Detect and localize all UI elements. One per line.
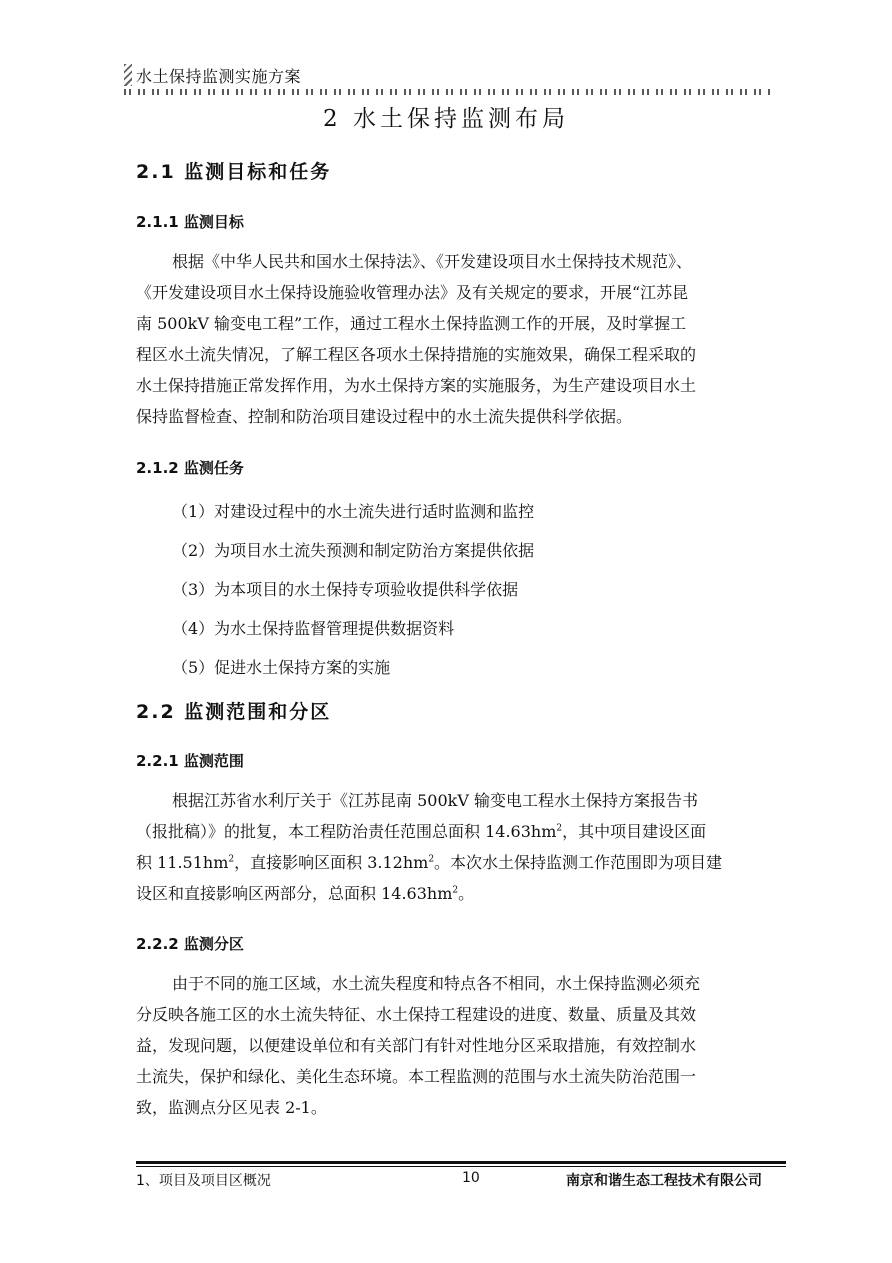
para-line: 根据《中华人民共和国水土保持法》、《开发建设项目水土保持技术规范》、 [172,252,693,271]
text-run: ，其中项目建设区面 [562,822,707,841]
para-line [136,847,762,878]
footer-rule-thin [136,1166,786,1167]
para-line: 《开发建设项目水土保持设施验收管理办法》及有关规定的要求，开展“江苏昆 [136,283,689,302]
superscript: 2 [428,854,435,865]
task-item: （3）为本项目的水土保持专项验收提供科学依据 [172,580,519,599]
section-2-1-1-title: 2.1.1 监测目标 [136,213,244,231]
text-run: （报批稿）》的批复，本工程防治责任范围总面积 14.63hm [136,822,557,841]
para-line: 根据江苏省水利厅关于《江苏昆南 500kV 输变电工程水土保持方案报告书 [172,791,698,810]
para-line: 致，监测点分区见表 2-1。 [136,1098,327,1117]
page-number: 10 [462,1170,480,1186]
para-line: 土流失，保护和绿化、美化生态环境。本工程监测的范围与水土流失防治范围一 [136,1067,697,1086]
para-line [136,878,762,909]
section-2-2-title: 2.2 监测范围和分区 [136,701,332,723]
para-line: 南 500kV 输变电工程”工作，通过工程水土保持监测工作的开展，及时掌握工 [136,314,687,333]
text-run: 积 11.51hm [136,853,229,872]
task-item: （4）为水土保持监督管理提供数据资料 [172,619,455,638]
para-line: 程区水土流失情况，了解工程区各项水土保持措施的实施效果，确保工程采取的 [136,345,697,364]
superscript: 2 [228,854,235,865]
section-2-1-title: 2.1 监测目标和任务 [136,161,332,183]
footer-company: 南京和谐生态工程技术有限公司 [566,1173,762,1189]
section-2-2-1-title: 2.2.1 监测范围 [136,752,244,770]
task-item: （5）促进水土保持方案的实施 [172,658,391,677]
chapter-title: 2 水土保持监测布局 [323,106,569,132]
header-rule [124,89,770,95]
header-title: 水土保持监测实施方案 [136,67,302,86]
para-line: 保持监督检查、控制和防治项目建设过程中的水土流失提供科学依据。 [136,407,633,426]
task-item: （1）对建设过程中的水土流失进行适时监测和监控 [172,502,535,521]
section-2-2-1-paragraph [136,785,762,909]
para-line: 分反映各施工区的水土流失特征、水土保持工程建设的进度、数量、质量及其效 [136,1005,697,1024]
section-2-1-2-title: 2.1.2 监测任务 [136,459,244,477]
section-2-1-1-paragraph [136,246,762,432]
text-run: ，直接影响区面积 3.12hm [234,853,429,872]
superscript: 2 [452,885,459,896]
para-line: 由于不同的施工区域，水土流失程度和特点各不相同，水土保持监测必须充 [172,974,701,993]
header-mark [124,64,132,86]
text-run: 。 [458,884,475,903]
text-run: 。本次水土保持监测工作范围即为项目建 [434,853,723,872]
para-line [136,816,762,847]
para-line: 益，发现问题，以便建设单位和有关部门有针对性地分区采取措施，有效控制水 [136,1036,697,1055]
para-line: 水土保持措施正常发挥作用，为水土保持方案的实施服务，为生产建设项目水土 [136,376,697,395]
superscript: 2 [556,823,563,834]
task-item: （2）为项目水土流失预测和制定防治方案提供依据 [172,541,535,560]
section-2-2-2-title: 2.2.2 监测分区 [136,935,244,953]
text-run: 设区和直接影响区两部分，总面积 14.63hm [136,884,453,903]
footer-rule-thick [136,1161,786,1164]
footer-chapter: 1、项目及项目区概况 [136,1173,271,1189]
section-2-2-2-paragraph [136,968,762,1123]
